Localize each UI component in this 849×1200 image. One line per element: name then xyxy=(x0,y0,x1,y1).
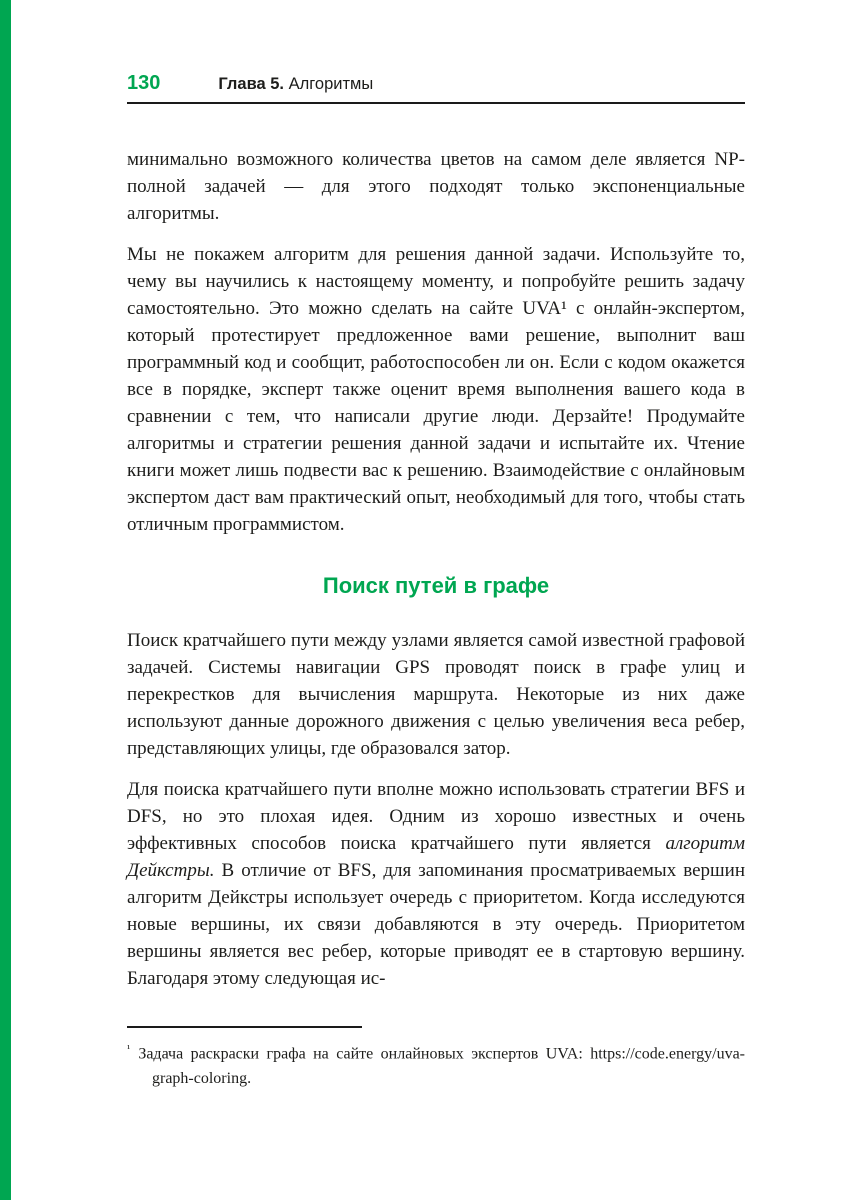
chapter-title: Алгоритмы xyxy=(288,75,374,93)
paragraph-np-coloring: минимально возможного количества цветов на самом деле является NP-полной задачей — для этого подходят только экспоненциальные алгоритмы. xyxy=(127,149,745,224)
book-page xyxy=(127,0,745,1006)
chapter-heading xyxy=(218,75,373,94)
chapter-label: Глава 5. xyxy=(218,75,285,93)
footnote-text xyxy=(127,1037,745,1091)
footnote-rule xyxy=(127,1026,362,1028)
running-header xyxy=(127,0,745,95)
paragraph-dijkstra-part1: Для поиска кратчайшего пути вполне можно использовать стратегии BFS и DFS, но это плохая идея. Одним из хорошо известных и очень эффективных способов поиска кратчайшего пути является xyxy=(127,779,745,854)
paragraph-dijkstra-part2: В отличие от BFS, для запоминания просматриваемых вершин алгоритм Дейкстры использует очередь с приоритетом. Когда исследуются новые вершины, их связи добавляются в эту очередь. Приоритетом вершины является вес ребер, которые приводят ее в стартовую вершину. Благодаря этому следующая ис- xyxy=(127,860,745,989)
section-heading: Поиск путей в графе xyxy=(322,573,550,598)
body-text xyxy=(127,146,745,992)
footnote-body: Задача раскраски графа на сайте онлайновых экспертов UVA: https://code.energy/uva-graph-coloring. xyxy=(138,1044,745,1087)
dijkstra-algorithm-term: алгоритм Дейкстры. xyxy=(127,833,745,881)
paragraph-shortest-path-intro: Поиск кратчайшего пути между узлами является самой известной графовой задачей. Системы навигации GPS проводят поиск в графе улиц и перекрестков для вычисления маршрута. Некоторые из них даже используют данные дорожного движения с целью увеличения веса ребер, представляющих улицы, где образовался затор. xyxy=(127,630,745,759)
page-edge-accent-bar xyxy=(0,0,11,1200)
paragraph-dijkstra xyxy=(127,776,745,992)
paragraph-uva-expert: Мы не покажем алгоритм для решения данной задачи. Используйте то, чему вы научились к настоящему моменту, и попробуйте решить задачу самостоятельно. Это можно сделать на сайте UVA¹ с онлайн-экспертом, который протестирует предложенное вами решение, выполнит ваш программный код и сообщит, работоспособен ли он. Если с кодом окажется все в порядке, эксперт также оценит время выполнения вашего кода в сравнении с тем, что написали другие люди. Дерзайте! Продумайте алгоритмы и стратегии решения данной задачи и испытайте их. Чтение книги может лишь подвести вас к решению. Взаимодействие с онлайновым экспертом даст вам практический опыт, необходимый для того, чтобы стать отличным программистом. xyxy=(127,244,745,535)
footnote-marker: ¹ xyxy=(127,1042,131,1055)
page-number: 130 xyxy=(127,72,161,94)
header-rule xyxy=(127,102,745,104)
footnote-block xyxy=(127,1026,745,1091)
